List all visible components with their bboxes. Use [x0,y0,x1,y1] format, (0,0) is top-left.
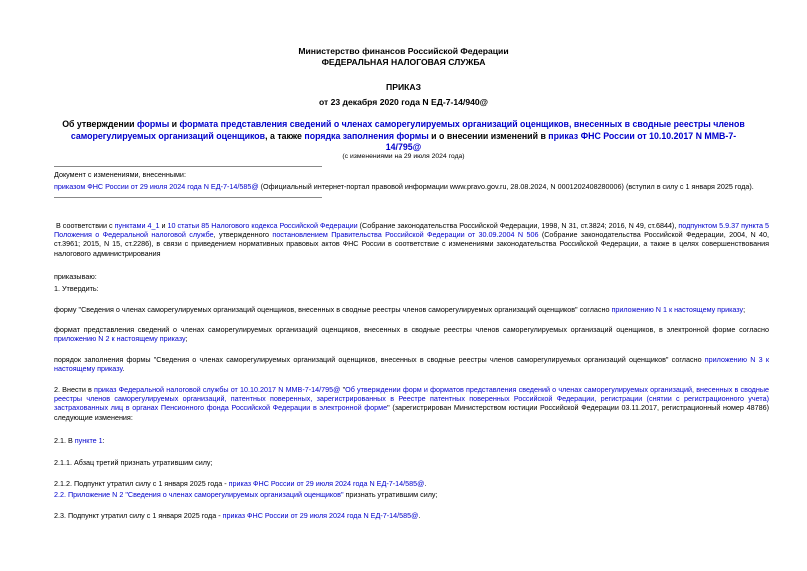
title-link-format[interactable]: формата представления сведений о членах саморегулируемых организаций оценщиков, внесенных в сводные реестры членов саморегулируемых организаций оценщиков [70,119,745,141]
p1-order-text: порядок заполнения формы "Сведения о членах саморегулируемых организаций оценщиков, внесенных в сводные реестры членов саморегулируемых организаций оценщиков" согласно [54,355,705,364]
paragraph-2-3 [54,511,420,520]
p212-text: 2.1.2. Подпункт утратил силу с 1 января 2025 года - [54,479,229,488]
title-text-3: , а также [265,130,305,141]
paragraph-2 [54,385,769,422]
paragraph-2-1-2 [54,479,426,488]
p1-format-end: ; [185,334,188,344]
p1-form-link[interactable]: приложению N 1 к настоящему приказу [611,305,744,314]
order-word: приказываю: [54,272,97,281]
preamble-link-3[interactable]: подпунктом 5.9.37 пункта 5 Положения о Федеральной налоговой службе [54,221,769,240]
amend-label: Документ с изменениями, внесенными: [54,170,186,179]
p212-link[interactable]: приказ ФНС России от 29 июля 2024 года N ЕД-7-14/585@ [228,479,425,488]
ministry-name: Министерство финансов Российской Федерации [298,46,509,56]
document-title [55,119,752,154]
p1-format-text: формат представления сведений о членах саморегулируемых организаций оценщиков, внесенных в сводные реестры членов саморегулируемых организаций оценщиков, в электронной форме согласно [54,325,769,334]
title-text-2: и [169,119,180,129]
paragraph-2-2 [54,490,438,499]
paragraph-1-form [54,305,769,314]
p2-text-2: " [340,385,346,394]
paragraph-2-1 [54,436,105,445]
p2-link-title[interactable]: Об утверждении форм и форматов представления сведений о членах саморегулируемых организаций, внесенных в сводные реестры членов саморегулируемых организаций, патентных поверенных, зарегистрированных в Реестре патентных поверенных Российской Федерации, регистрации (снятии с регистрационного учета) застрахованных лиц в органах Пенсионного фонда Российской Федерации в электронной форме [54,385,769,413]
p1-format-link[interactable]: приложению N 2 к настоящему приказу [54,334,186,344]
preamble-text-4: , утвержденного [213,230,273,240]
paragraph-1-order [54,355,769,373]
doc-date: от 23 декабря 2020 года N ЕД-7-14/940@ [318,97,489,107]
p21-end: : [102,436,105,445]
preamble-link-1[interactable]: пунктами 4_1 [114,221,160,230]
p21-link[interactable]: пункте 1 [74,436,103,445]
doc-type: ПРИКАЗ [386,82,421,92]
amend-rest: (Официальный интернет-портал правовой информации www.pravo.gov.ru, 28.08.2024, N 0001202408280006) (вступил в силу с 1 января 2025 года). [258,182,754,191]
preamble-link-4[interactable]: постановлением Правительства Российской Федерации от 30.09.2004 N 506 [272,230,539,240]
divider-top [54,166,322,167]
paragraph-1: 1. Утвердить: [54,284,99,293]
amend-link[interactable]: приказом ФНС России от 29 июля 2024 года N ЕД-7-14/585@ [54,182,259,191]
preamble-text-2: и [159,221,168,230]
p23-text: 2.3. Подпункт утратил силу с 1 января 2025 года - [54,511,223,520]
preamble-text-1: В соответствии с [56,221,115,230]
paragraph-1-format [54,325,769,343]
p22-link[interactable]: 2.2. Приложение N 2 "Сведения о членах саморегулируемых организаций оценщиков" [54,490,344,499]
changes-note: (с изменениями на 29 июля 2024 года) [342,153,465,160]
p2-text-1: 2. Внести в [54,385,95,394]
p1-order-end: . [122,364,125,374]
title-link-amended-order[interactable]: приказ ФНС России от 10.10.2017 N ММВ-7-14/795@ [385,130,737,153]
p2-link-order[interactable]: приказ Федеральной налоговой службы от 10.10.2017 N ММВ-7-14/795@ [94,385,341,394]
paragraph-2-1-1: 2.1.1. Абзац третий признать утратившим силу; [54,458,213,467]
title-text-1: Об утверждении [62,119,137,129]
preamble-text-5: (Собрание законодательства Российской Федерации, 2004, N 40, ст.3961; 2015, N 15, ст.2286), в связи с приведением нормативных правовых актов ФНС России в соответствие с изменениями законодательства Российской Федерации, а также в целях совершенствования налогового администрирования [54,230,770,258]
preamble [54,221,769,258]
p1-form-end: ; [743,305,746,314]
p23-end: . [418,511,421,520]
service-name: ФЕДЕРАЛЬНАЯ НАЛОГОВАЯ СЛУЖБА [321,57,486,67]
p1-order-link[interactable]: приложению N 3 к настоящему приказу [54,355,769,374]
amend-line [54,182,774,191]
p212-end: . [424,479,427,488]
title-link-order[interactable]: порядка заполнения формы [304,130,429,141]
divider-bottom [54,197,322,198]
title-text-4: и о внесении изменений в [428,130,549,141]
preamble-link-2[interactable]: 10 статьи 85 Налогового кодекса Российской Федерации [167,221,358,230]
p23-link[interactable]: приказ ФНС России от 29 июля 2024 года N ЕД-7-14/585@ [222,511,419,520]
p2-text-3: " (зарегистрирован Министерством юстиции Российской Федерации 03.11.2017, регистрационный номер 48786) следующие изменения: [54,403,769,422]
title-link-form[interactable]: формы [136,119,170,129]
preamble-text-3: (Собрание законодательства Российской Федерации, 1998, N 31, ст.3824; 2016, N 49, ст.6844), [357,221,679,230]
p22-text: признать утратившим силу; [343,490,438,499]
p1-form-text: форму "Сведения о членах саморегулируемых организаций оценщиков, внесенных в сводные реестры членов саморегулируемых организаций оценщиков" согласно [54,305,612,314]
p21-text: 2.1. В [54,436,75,445]
